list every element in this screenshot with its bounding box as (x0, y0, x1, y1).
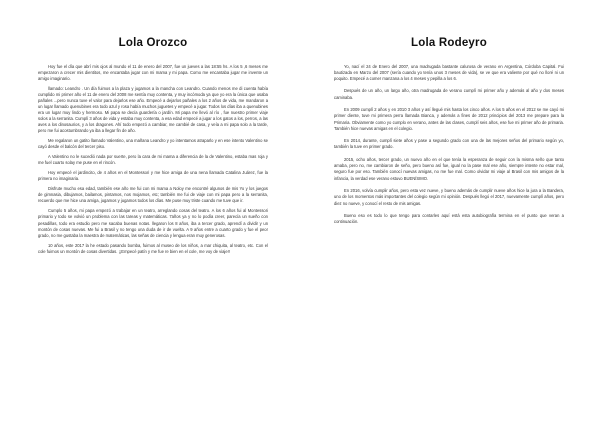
paragraph: En 2016, volvía cumplir años, pero esta vez nueve, y bueno además de cumplir nueve años hice la jura a la Bandera, uno de los momentos más importantes del colegio según mi opinión. Después llegó el 2017, nuevamente cumplí años, pero diez no nueve, y conocí el resto de mis amigas. (334, 187, 564, 206)
paragraph: A Valentino no le sucedió nada por suerte, pero la cara de mi mama a diferencia de la de Valentino, estaba mas roja y me fuel cuarto solay me puse en el rincón. (38, 154, 268, 166)
paragraph: En 2009 cumplí 2 años y en 2010 3 años y así llegué mis hasta los cinco años. A los 5 años en el 2012 se me cayó mi primer diente, tuve mi primera perra llamada Bianca, y además a fines de 2012 principios del 2013 me prepare para la Primaria. Obviamente como yo cumplo en verano, antes de las clases, cumplí seis años, ese fue mi primer año de primaria. También hice nuevas amigas en el colegio. (334, 106, 564, 131)
right-page (300, 0, 600, 424)
paragraph: Hoy fue el día que abrí mis ojos al mundo el 11 de enero del 2007, fue un jueves a las 18:55 hs. A los 5 ,6 meses me empezaron a crecer mis dientitos, me encantaba jugar con mi mama y mi papa. Como me encantaba jugar me invente un amigo imaginario. (38, 63, 268, 81)
paragraph: Después de un año, un largo año, otra madrugada de verano cumplí mi primer año y además al año y dos meses caminaba. (334, 88, 564, 100)
paragraph: 2015, ocho años, tercer grado, un nuevo año en el que tenía la esperanza de seguir con la misma seño que tanto amaba, pero no, me cambiaron de seño, pero bueno así fue, igual no la pase mal ese año, siempre intente no estar mal, seguro fue por eso. También conocí nuevas amigas, no me fue mal. Como olvidar mi viaje al Brasil con mis amigos de la infancia, la verdad ese verano estuvo BUENÍSIMO. (334, 156, 564, 181)
left-page-text (38, 64, 268, 255)
right-page-text (334, 64, 564, 226)
paragraph: 10 años, este 2017 la he estado pasando bomba, fuimos al museo de los niños, a mar chiquita, al teatro, etc. Con el cole fuimos un montón de cosas divertidas. ¡¡Empecé patín y me fue re bien en el cole, me voy de viaje!! (38, 242, 268, 254)
paragraph: Cumplo 5 años, mi papa empezó a trabajar en un teatro, arreglando cosas del teatro. A los 6 años fui al Montessori primario y todo se volvió un problema con las tareas y matemáticas. 7años ya y no lo podía creer, parecía un sueño con pesadillas, todo era estudio pero me sacaba buenas notas. llegaron los 8 años, iba a tercer grado, aprendí a dividir y un montón de cosas nuevas. Me fui a Brasil y no tengo una duda de ir de vuelta. A 9 años entre a cuarto grado y fue el peor grado, no me gustaba la maestra de matemáticas, las señas de ciencia y lengua eran muy generosas. (38, 208, 268, 238)
paragraph: Hoy empecé el jardincito, de 4 años en el Montessori y me hice amiga de una nena llamada Catalina Juárez, fue la primera no imaginaria. (38, 170, 268, 182)
paragraph: En 2014, durante, cumplí siete años y pase a segundo grado con una de las mejores seños del primario según yo, también la tuve en primer grado. (334, 138, 564, 150)
paragraph: Bueno eso es todo lo que tengo para contarles aquí está esta autobiografía termina en el punto que veran a continuación. (334, 212, 564, 225)
right-page-title: Lola Rodeyro (411, 37, 487, 49)
left-page-title: Lola Orozco (118, 37, 188, 49)
paragraph: Disfrute mucho esa edad, también ese año me fui con mi mama a Noloy me encontré algunos de mis Yo y los juegos de gimnasia, dibujamos, bailamos, pintamos, nos mojamos, etc; también me fui de viaje con mi papa pero a la serranita, recuerdo que me hice una amiga, jugamos y jugamos todos los días. Me puse muy triste cuando me tuve que ir. (38, 186, 268, 204)
paragraph: Me regalaron un gatito llamado Valentino, una mañana Leandro y yo intentamos atraparlo y en ese intento Valentino se cayó desde el balcón del tercer piso. (38, 138, 268, 150)
paragraph: llamado: Leandro . Un día fuimos a la plaza y jugamos a la mancha con Leandro. Cuando menos me di cuenta había cumplido mi primer año el 11 de enero del 2008 me sentía muy contenta, y muy incómoda ya que yo era la única que usaba pañales ...pero nunca tuve el valor para dejarlos ese año. Empecé a dejarlos pañales a los 2 años de vida, me mandaron a un lugar llamado quenubines era todo azul y rosa había muchos juguetes y empecé a jugar. Todos los días iba a quenubines era un lugar muy lindo y hermoso. Mi papa se decía guardería o jardín. Mi papa me llevó al río , fue nuestro primer viaje solos a la serranita. Cumplí 3 años de vida y estaba muy contenta, a esa edad empecé a jugar a los gatos a los, perros, a las aves a los dinosaurios, y a los dragones. Ahí todo empezó a cambiar, me cambié de casa, y veía a mi papa solo a la tarde, pero me fui acostumbrando ya iba a llegar fin de año. (38, 85, 268, 133)
paragraph: Yo, nací el 24 de Enero del 2007, una madrugada bastante calurosa de verano en Argentina, Córdoba Capital. Fui bautizada en Marzo del 2007 (sería cuando yo tenía unos 3 meses de vida), se ve que era valiente por qué no lloré ni un poquito. Empecé a comer manzana a los 4 meses y pepilla a los 6. (334, 63, 564, 82)
